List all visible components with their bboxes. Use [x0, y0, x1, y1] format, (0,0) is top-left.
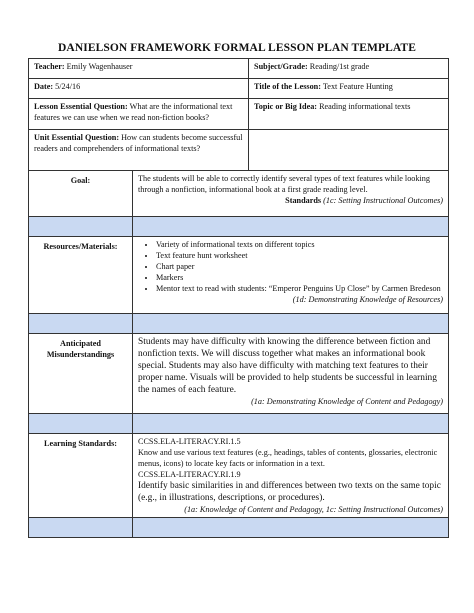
learning-standards-footnote: (1a: Knowledge of Content and Pedagogy, 1c: Setting Instructional Outcomes) — [184, 505, 444, 514]
lesson-title-cell — [249, 79, 449, 99]
blue-band-cell — [133, 314, 449, 334]
unit-question-cell — [29, 130, 249, 171]
list-item: • Chart paper — [156, 261, 443, 272]
goal-standards — [138, 195, 443, 206]
lesson-title-value: Text Feature Hunting — [322, 82, 393, 91]
lesson-plan-table — [28, 58, 449, 538]
list-item: • Variety of informational texts on different topics — [156, 239, 443, 250]
blue-band-cell — [29, 314, 133, 334]
list-item: • Text feature hunt worksheet — [156, 250, 443, 261]
teacher-cell — [29, 59, 249, 79]
resources-content — [133, 237, 449, 314]
resources-footnote: (1d: Demonstrating Knowledge of Resources) — [292, 295, 444, 304]
misunderstandings-text: Students may have difficulty with knowing the difference between fiction and nonfiction texts. We will discuss together what makes an informational book special. Students may also have difficulty with matching text features to their proper name. Visuals will be provided to help students be successful in learning the names of each feature. — [138, 337, 437, 395]
lesson-title-label: Title of the Lesson: — [254, 82, 321, 91]
teacher-label: Teacher: — [34, 62, 65, 71]
goal-row — [29, 171, 449, 217]
date-value: 5/24/16 — [55, 82, 81, 91]
blue-band-cell — [29, 414, 133, 434]
standards-value: (1c: Setting Instructional Outcomes) — [323, 196, 444, 205]
standard-text-2: Identify basic similarities in and differences between two texts on the same topic (e.g., in illustrations, descriptions, or procedures). — [138, 481, 441, 503]
essential-question-label: Lesson Essential Question: — [34, 102, 128, 111]
misunderstandings-content — [133, 334, 449, 414]
learning-standards-label: Learning Standards: — [29, 434, 133, 518]
blue-band-row — [29, 217, 449, 237]
standard-code-2: CCSS.ELA-LITERACY.RI.1.9 — [138, 470, 241, 479]
list-item: • Markers — [156, 272, 443, 283]
topic-cell — [249, 99, 449, 130]
blue-band-cell — [29, 217, 133, 237]
resources-row — [29, 237, 449, 314]
goal-text: The students will be able to correctly identify several types of text features while looking through a nonfiction, informational book at a first grade reading level. — [138, 174, 430, 194]
misunderstandings-label — [29, 334, 133, 414]
blue-band-cell — [29, 518, 133, 538]
resources-label: Resources/Materials: — [29, 237, 133, 314]
unit-question-empty-cell — [249, 130, 449, 171]
topic-value: Reading informational texts — [319, 102, 411, 111]
essential-question-cell — [29, 99, 249, 130]
misunderstandings-row — [29, 334, 449, 414]
blue-band-row — [29, 518, 449, 538]
goal-content — [133, 171, 449, 217]
date-cell — [29, 79, 249, 99]
date-row — [29, 79, 449, 99]
standard-text-1: Know and use various text features (e.g., headings, tables of contents, glossaries, electronic menus, icons) to locate key facts or information in a text. — [138, 448, 438, 468]
teacher-value: Emily Wagenhauser — [66, 62, 133, 71]
misunderstandings-label-line2: Misunderstandings — [46, 350, 115, 359]
resources-list — [138, 239, 443, 294]
goal-label: Goal: — [29, 171, 133, 217]
subject-cell — [249, 59, 449, 79]
unit-question-value: How can students become successful readers and comprehenders of informational texts? — [34, 133, 243, 153]
blue-band-cell — [133, 217, 449, 237]
learning-standards-row — [29, 434, 449, 518]
standard-code-1: CCSS.ELA-LITERACY.RI.1.5 — [138, 437, 241, 446]
blue-band-row — [29, 314, 449, 334]
topic-label: Topic or Big Idea: — [254, 102, 318, 111]
subject-label: Subject/Grade: — [254, 62, 308, 71]
learning-standards-content — [133, 434, 449, 518]
essential-question-row — [29, 99, 449, 130]
subject-value: Reading/1st grade — [309, 62, 370, 71]
standards-label: Standards — [285, 196, 322, 205]
list-item: • Mentor text to read with students: “Emperor Penguins Up Close” by Carmen Bredeson — [156, 283, 443, 294]
unit-question-row — [29, 130, 449, 171]
unit-question-label: Unit Essential Question: — [34, 133, 120, 142]
document-title: DANIELSON FRAMEWORK FORMAL LESSON PLAN TEMPLATE — [58, 42, 416, 54]
date-label: Date: — [34, 82, 54, 91]
blue-band-cell — [133, 518, 449, 538]
misunderstandings-footnote: (1a: Demonstrating Knowledge of Content and Pedagogy) — [251, 397, 444, 406]
blue-band-cell — [133, 414, 449, 434]
blue-band-row — [29, 414, 449, 434]
essential-question-value: What are the informational text features we can use when we read non-fiction books? — [34, 102, 233, 122]
teacher-row — [29, 59, 449, 79]
misunderstandings-label-line1: Anticipated — [60, 339, 101, 348]
